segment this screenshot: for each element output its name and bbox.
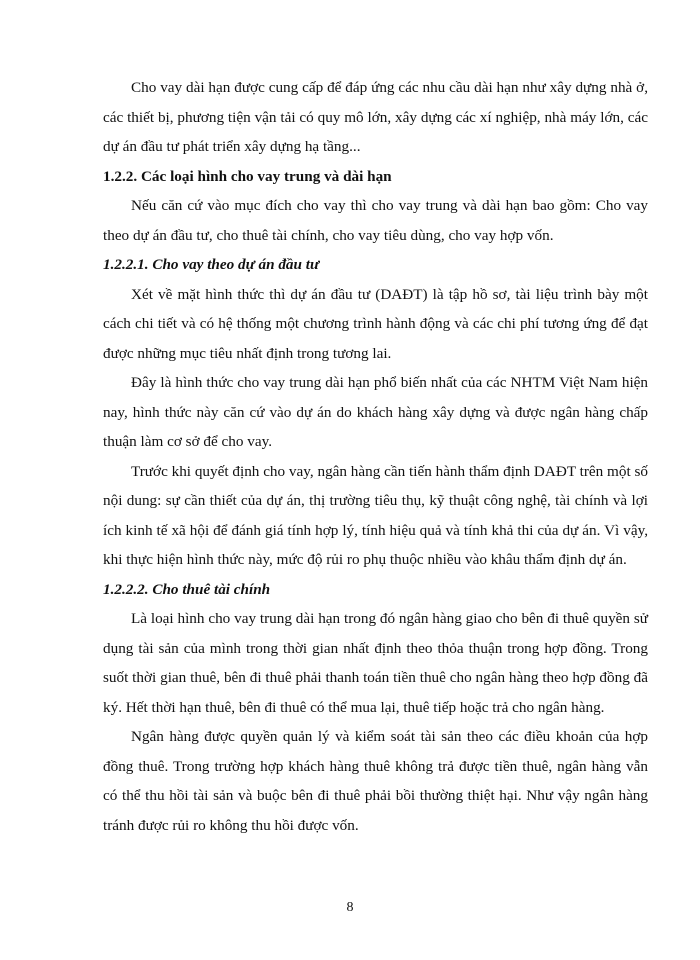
section-heading-1-2-2: 1.2.2. Các loại hình cho vay trung và dài hạn xyxy=(103,167,392,185)
section-1-2-2-1-paragraph-1: Xét về mặt hình thức thì dự án đầu tư (DAĐT) là tập hồ sơ, tài liệu trình bày một cách chi tiết và có hệ thống một chương trình hành động và các chi phí tương ứng để đạt được những mục tiêu nhất định trong tương lai. xyxy=(103,285,648,362)
section-heading-1-2-2-1: 1.2.2.1. Cho vay theo dự án đầu tư xyxy=(103,256,320,273)
intro-paragraph: Cho vay dài hạn được cung cấp để đáp ứng các nhu cầu dài hạn như xây dựng nhà ở, các thiết bị, phương tiện vận tải có quy mô lớn, xây dựng các xí nghiệp, nhà máy lớn, các dự án đầu tư phát triển xây dựng hạ tầng... xyxy=(103,79,648,155)
section-1-2-2-paragraph: Nếu căn cứ vào mục đích cho vay thì cho vay trung và dài hạn bao gồm: Cho vay theo dự án đầu tư, cho thuê tài chính, cho vay tiêu dùng, cho vay hợp vốn. xyxy=(103,197,648,244)
section-1-2-2-2-paragraph-2: Ngân hàng được quyền quản lý và kiểm soát tài sản theo các điều khoản của hợp đồng thuê. Trong trường hợp khách hàng thuê không trả được tiền thuê, ngân hàng vẫn có thể thu hồi tài sản và buộc bên đi thuê phải bồi thường thiệt hại. Như vậy ngân hàng tránh được rủi ro không thu hồi được vốn. xyxy=(103,728,648,834)
section-1-2-2-2-paragraph-1: Là loại hình cho vay trung dài hạn trong đó ngân hàng giao cho bên đi thuê quyền sử dụng tài sản của mình trong thời gian nhất định theo thỏa thuận trong hợp đồng. Trong suốt thời gian thuê, bên đi thuê phải thanh toán tiền thuê cho ngân hàng theo hợp đồng đã ký. Hết thời hạn thuê, bên đi thuê có thể mua lại, thuê tiếp hoặc trả cho ngân hàng. xyxy=(103,610,648,716)
section-heading-1-2-2-2: 1.2.2.2. Cho thuê tài chính xyxy=(103,580,271,598)
section-1-2-2-1-paragraph-2: Đây là hình thức cho vay trung dài hạn phổ biến nhất của các NHTM Việt Nam hiện nay, hình thức này căn cứ vào dự án do khách hàng xây dựng và được ngân hàng chấp thuận làm cơ sở để cho vay. xyxy=(103,374,648,450)
document-page xyxy=(103,73,648,840)
page-number: 8 xyxy=(346,900,354,915)
section-1-2-2-1-paragraph-3: Trước khi quyết định cho vay, ngân hàng cần tiến hành thẩm định DAĐT trên một số nội dung: sự cần thiết của dự án, thị trường tiêu thụ, kỹ thuật công nghệ, tài chính và lợi ích kinh tế xã hội để đánh giá tính hợp lý, tính hiệu quả và tính khả thi của dự án. Vì vậy, khi thực hiện hình thức này, mức độ rủi ro phụ thuộc nhiều vào khâu thẩm định dự án. xyxy=(103,462,648,568)
